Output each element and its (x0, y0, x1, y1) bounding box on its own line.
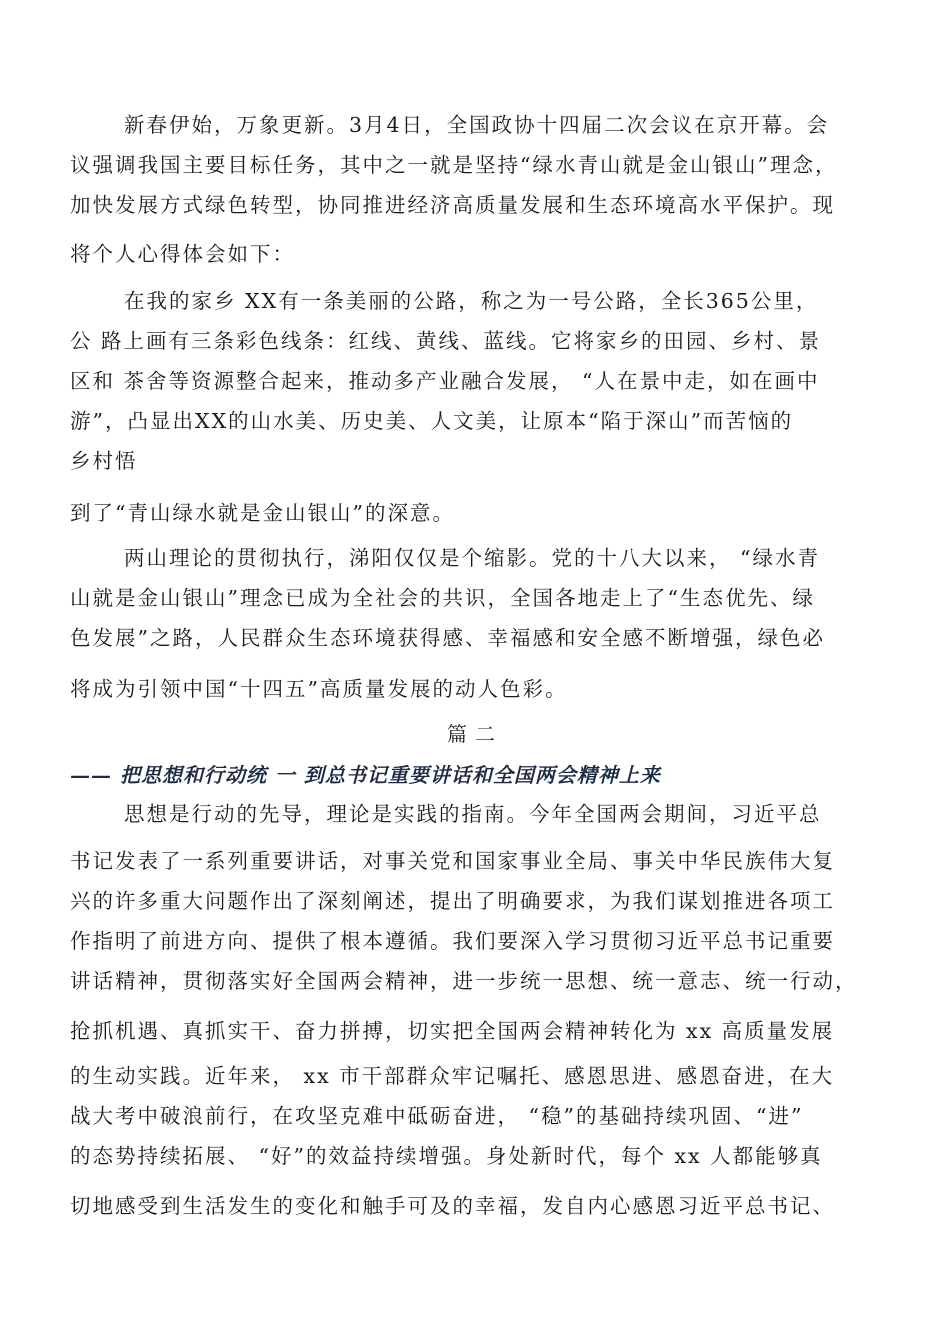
paragraph-line: 讲话精神，贯彻落实好全国两会精神，进一步统一思想、统一意志、统一行动， (70, 969, 858, 993)
paragraph-line: 兴的许多重大问题作出了深刻阐述，提出了明确要求，为我们谋划推进各项工 (70, 889, 835, 913)
paragraph-line: 到了“青山绿水就是金山银山”的深意。 (70, 501, 455, 525)
paragraph-line: 新春伊始，万象更新。3月4日，全国政协十四届二次会议在京开幕。会 (124, 113, 830, 137)
paragraph-line: 色发展”之路，人民群众生态环境获得感、幸福感和安全感不断增强，绿色必 (70, 626, 825, 650)
paragraph-line: 山就是金山银山”理念已成为全社会的共识，全国各地走上了“生态优先、绿 (70, 586, 815, 610)
paragraph-line: 抢抓机遇、真抓实干、奋力拼搏，切实把全国两会精神转化为 xx 高质量发展 (70, 1019, 835, 1043)
paragraph-line: 战大考中破浪前行，在攻坚克难中砥砺奋进， “稳”的基础持续巩固、“进” (70, 1104, 804, 1128)
paragraph-line: 的态势持续拓展、 “好”的效益持续增强。身处新时代，每个 xx 人都能够真 (70, 1144, 823, 1168)
paragraph-line: 书记发表了一系列重要讲话，对事关党和国家事业全局、事关中华民族伟大复 (70, 849, 835, 873)
paragraph-line: 乡村悟 (70, 449, 138, 473)
paragraph-line: 的生动实践。近年来， xx 市干部群众牢记嘱托、感恩思进、感恩奋进，在大 (70, 1064, 835, 1088)
paragraph-line: 作指明了前进方向、提供了根本遵循。我们要深入学习贯彻习近平总书记重要 (70, 929, 835, 953)
paragraph-line: 区和 茶舍等资源整合起来，推动多产业融合发展， “人在景中走，如在画中 (70, 369, 820, 393)
paragraph-line: 将个人心得体会如下： (70, 242, 295, 266)
paragraph-line: 议强调我国主要目标任务，其中之一就是坚持“绿水青山就是金山银山”理念， (70, 153, 838, 177)
paragraph-line: 将成为引领中国“十四五”高质量发展的动人色彩。 (70, 677, 568, 701)
paragraph-line: 游”，凸显出XX的山水美、历史美、人文美，让原本“陷于深山”而苦恼的 (70, 409, 794, 433)
section-title: 篇二 (447, 722, 503, 746)
paragraph-line: 加快发展方式绿色转型，协同推进经济高质量发展和生态环境高水平保护。现 (70, 193, 835, 217)
paragraph-line: 思想是行动的先导，理论是实践的指南。今年全国两会期间，习近平总 (124, 802, 822, 826)
paragraph-line: 切地感受到生活发生的变化和触手可及的幸福，发自内心感恩习近平总书记、 (70, 1194, 835, 1218)
section-subtitle: —— 把思想和行动统 一 到总书记重要讲话和全国两会精神上来 (70, 763, 661, 787)
paragraph-line: 公 路上画有三条彩色线条：红线、黄线、蓝线。它将家乡的田园、乡村、景 (70, 329, 822, 353)
paragraph-line: 在我的家乡 XX有一条美丽的公路，称之为一号公路，全长365公里， (124, 289, 819, 313)
paragraph-line: 两山理论的贯彻执行，涕阳仅仅是个缩影。党的十八大以来， “绿水青 (124, 546, 820, 570)
